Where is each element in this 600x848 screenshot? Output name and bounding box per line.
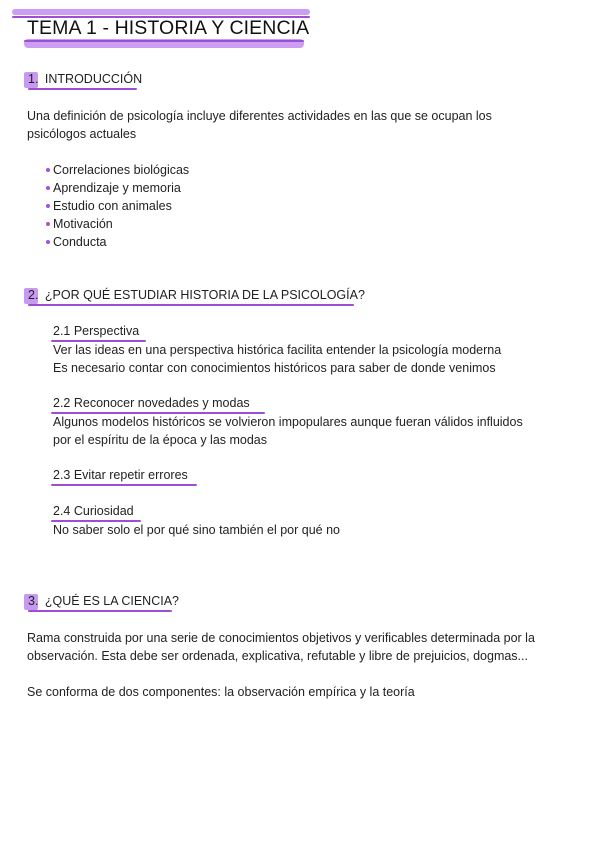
subsection-2-4-heading: 2.4 Curiosidad [53, 504, 134, 518]
section-2-heading [28, 288, 365, 302]
section-1-title: INTRODUCCIÓN [44, 72, 143, 86]
bullet-dot [46, 240, 50, 244]
subsection-underline [51, 484, 197, 486]
bullet-dot [46, 204, 50, 208]
section-1-heading [28, 72, 142, 86]
section-3-title: ¿QUÉ ES LA CIENCIA? [44, 594, 179, 608]
subsection-2-2-heading: 2.2 Reconocer novedades y modas [53, 396, 250, 410]
section-1-number: 1. [28, 72, 39, 86]
title-underline-bottom [24, 40, 304, 42]
subsection-2-4-body: No saber solo el por qué sino también el por qué no [53, 523, 340, 537]
list-item: Correlaciones biológicas [46, 161, 189, 179]
list-item: Conducta [46, 233, 189, 251]
section-2-underline [28, 304, 354, 306]
section-3-paragraph-1: Rama construida por una serie de conocimientos objetivos y verificables determinada por la observación. Esta debe ser ordenada, explicativa, refutable y libre de prejuicios, dogmas... [27, 631, 535, 663]
section-2-number: 2. [28, 288, 39, 302]
subsection-2-1-heading: 2.1 Perspectiva [53, 324, 139, 338]
section-3-number: 3. [28, 594, 39, 608]
subsection-2-2-body: Algunos modelos históricos se volvieron impopulares aunque fueran válidos influidos por el espíritu de la época y las modas [53, 415, 523, 447]
section-3-underline [28, 610, 172, 612]
list-item: Motivación [46, 215, 189, 233]
intro-line-1: Una definición de psicología incluye diferentes actividades en las que se ocupan los [27, 109, 492, 123]
section-3-heading [28, 594, 179, 608]
bullet-dot [46, 222, 50, 226]
intro-line-2: psicólogos actuales [27, 127, 137, 141]
bullet-dot [46, 186, 50, 190]
list-item: Aprendizaje y memoria [46, 179, 189, 197]
title-highlight-top [12, 9, 310, 15]
bullet-dot [46, 168, 50, 172]
subsection-2-3-heading: 2.3 Evitar repetir errores [53, 468, 188, 482]
topics-list [46, 161, 189, 251]
section-1-intro [27, 107, 492, 143]
section-1-underline [28, 88, 137, 90]
list-item: Estudio con animales [46, 197, 189, 215]
section-2-title: ¿POR QUÉ ESTUDIAR HISTORIA DE LA PSICOLOGÍA? [44, 288, 365, 302]
section-3-paragraph-2: Se conforma de dos componentes: la observación empírica y la teoría [27, 685, 415, 699]
subsection-2-1-body: Ver las ideas en una perspectiva histórica facilita entender la psicología moderna Es necesario contar con conocimientos históricos para saber de donde venimos [53, 343, 502, 375]
page-title: TEMA 1 - HISTORIA Y CIENCIA [27, 17, 310, 39]
